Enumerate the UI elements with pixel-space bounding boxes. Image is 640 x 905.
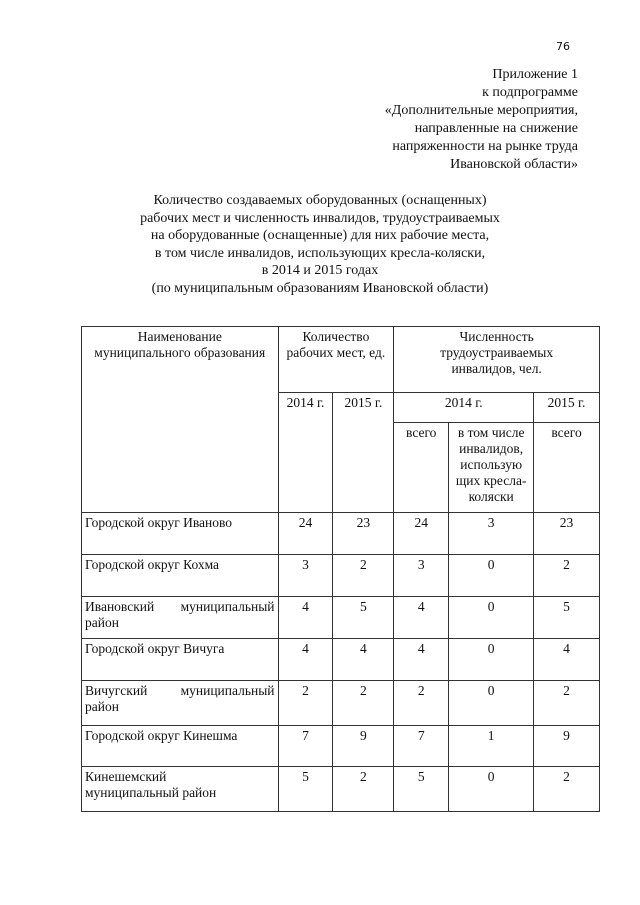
title-line: Количество создаваемых оборудованных (оснащенных)	[153, 193, 487, 208]
cell-employed-2015: 2	[534, 767, 600, 812]
row-name: Ивановский муниципальный район	[82, 597, 279, 639]
cell-workplaces-2015: 9	[333, 726, 394, 767]
row-name: Городской округ Вичуга	[82, 639, 279, 681]
cell-workplaces-2015: 2	[333, 767, 394, 812]
appendix-line: Приложение 1	[492, 67, 578, 82]
cell-workplaces-2014: 5	[278, 767, 333, 812]
header-workplaces-2014: 2014 г.	[278, 393, 333, 513]
cell-employed-2014: 7	[394, 726, 449, 767]
data-table	[81, 326, 600, 812]
row-name: Городской округ Иваново	[82, 513, 279, 555]
cell-employed-2014-wheelchair: 3	[449, 513, 534, 555]
cell-workplaces-2014: 4	[278, 639, 333, 681]
cell-workplaces-2014: 24	[278, 513, 333, 555]
table-row	[82, 513, 600, 555]
row-name: Вичугский муниципальный район	[82, 681, 279, 726]
cell-employed-2014: 4	[394, 597, 449, 639]
cell-employed-2015: 2	[534, 555, 600, 597]
cell-workplaces-2014: 2	[278, 681, 333, 726]
cell-employed-2014-wheelchair: 0	[449, 555, 534, 597]
row-name: Городской округ Кинешма	[82, 726, 279, 767]
table-row	[82, 555, 600, 597]
title-line: рабочих мест и численность инвалидов, трудоустраиваемых	[140, 210, 500, 226]
cell-employed-2014-wheelchair: 1	[449, 726, 534, 767]
appendix-line: Ивановской области»	[450, 157, 578, 172]
cell-workplaces-2015: 2	[333, 555, 394, 597]
cell-employed-2014: 24	[394, 513, 449, 555]
table-row	[82, 767, 600, 812]
document-title	[60, 192, 580, 297]
appendix-line: направленные на снижение	[414, 121, 578, 136]
cell-employed-2014: 3	[394, 555, 449, 597]
page-number: 76	[556, 40, 570, 53]
header-workplaces: Количество рабочих мест, ед.	[278, 327, 394, 393]
cell-employed-2014-wheelchair: 0	[449, 597, 534, 639]
title-line: в том числе инвалидов, использующих кресла-коляски,	[154, 245, 486, 261]
row-name: Кинешемский муниципальный район	[82, 767, 279, 812]
appendix-line: «Дополнительные мероприятия,	[384, 103, 578, 118]
cell-employed-2014: 4	[394, 639, 449, 681]
header-total-2014: всего	[394, 423, 449, 513]
title-line: в 2014 и 2015 годах	[261, 263, 379, 278]
table-row	[82, 681, 600, 726]
header-total-2015: всего	[534, 423, 600, 513]
header-employed: Численность трудоустраиваемых инвалидов, чел.	[394, 327, 600, 393]
table-row	[82, 639, 600, 681]
title-line: (по муниципальным образованиям Ивановской области)	[151, 280, 489, 296]
header-employed-2015: 2015 г.	[534, 393, 600, 423]
cell-employed-2014-wheelchair: 0	[449, 639, 534, 681]
cell-workplaces-2014: 3	[278, 555, 333, 597]
cell-employed-2014: 5	[394, 767, 449, 812]
cell-employed-2015: 4	[534, 639, 600, 681]
appendix-line: к подпрограмме	[482, 85, 578, 100]
cell-employed-2015: 9	[534, 726, 600, 767]
row-name: Городской округ Кохма	[82, 555, 279, 597]
cell-workplaces-2015: 2	[333, 681, 394, 726]
cell-employed-2015: 5	[534, 597, 600, 639]
cell-employed-2014: 2	[394, 681, 449, 726]
appendix-heading	[385, 66, 578, 174]
cell-workplaces-2014: 7	[278, 726, 333, 767]
header-incl-wheelchair: в том числе инвалидов, использую щих кресла- коляски	[449, 423, 534, 513]
cell-employed-2015: 2	[534, 681, 600, 726]
cell-workplaces-2014: 4	[278, 597, 333, 639]
header-name: Наименование муниципального образования	[82, 327, 279, 513]
cell-employed-2014-wheelchair: 0	[449, 681, 534, 726]
title-line: на оборудованные (оснащенные) для них рабочие места,	[150, 228, 490, 243]
cell-workplaces-2015: 4	[333, 639, 394, 681]
header-workplaces-2015: 2015 г.	[333, 393, 394, 513]
cell-employed-2014-wheelchair: 0	[449, 767, 534, 812]
cell-workplaces-2015: 23	[333, 513, 394, 555]
table-row	[82, 597, 600, 639]
header-employed-2014: 2014 г.	[394, 393, 534, 423]
table-row	[82, 726, 600, 767]
cell-employed-2015: 23	[534, 513, 600, 555]
cell-workplaces-2015: 5	[333, 597, 394, 639]
appendix-line: напряженности на рынке труда	[392, 139, 578, 154]
